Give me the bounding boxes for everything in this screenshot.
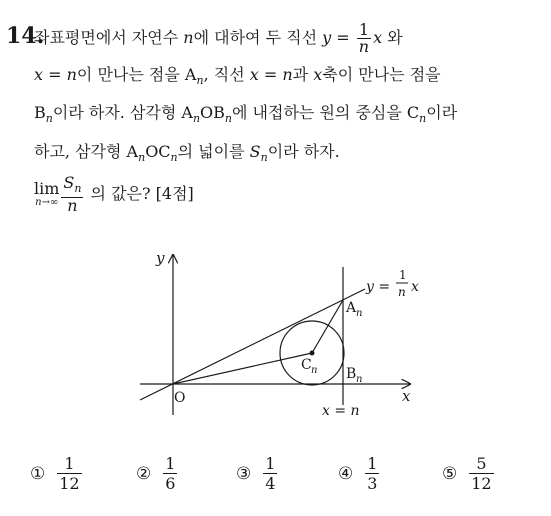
svg-text:n: n xyxy=(398,285,406,299)
svg-text:n: n xyxy=(356,308,363,319)
question-line-2: x = n이 만나는 점을 $A_n$, 직선 x = n과 x축이 만나는 점을 xyxy=(34,65,441,87)
question-line-5: lim n→∞ $\frac{S_n}{n}$ 의 값은? [4점] xyxy=(34,173,194,215)
point-a-label xyxy=(345,300,362,319)
question-line-3: $B_n$이라 하자. 삼각형 $A_nOB_n$에 내접하는 원의 중심을 $C_n$이라 xyxy=(34,103,458,125)
choice-1[interactable]: ① $\frac{1}{12}$ xyxy=(30,454,80,493)
question-line-4: 하고, 삼각형 $A_nOC_n$의 넓이를 $S_n$이라 하자. xyxy=(34,142,340,164)
choice-5[interactable]: ⑤ $\frac{5}{12}$ xyxy=(442,454,492,493)
choice-2[interactable]: ② $\frac{1}{6}$ xyxy=(136,454,176,493)
svg-text:B: B xyxy=(346,366,357,382)
choice-3[interactable]: ③ $\frac{1}{4}$ xyxy=(236,454,276,493)
point-c-label xyxy=(301,357,317,376)
vertical-line-label: x = n xyxy=(322,403,360,419)
svg-text:n: n xyxy=(356,374,363,385)
center-point xyxy=(310,351,315,356)
svg-text:y =: y = xyxy=(366,279,391,295)
question-number: 14. xyxy=(6,23,45,49)
svg-text:A: A xyxy=(346,300,357,316)
svg-text:1: 1 xyxy=(399,268,407,282)
limit-expression: lim n→∞ xyxy=(34,178,60,208)
choice-4[interactable]: ④ $\frac{1}{3}$ xyxy=(338,454,378,493)
segment-o-c xyxy=(173,353,312,384)
x-axis-label: x xyxy=(402,387,411,405)
limit-fraction: $\frac{S_n}{n}$ xyxy=(63,173,82,215)
svg-text:x: x xyxy=(411,279,419,295)
coordinate-figure xyxy=(130,245,430,425)
origin-label: O xyxy=(174,390,186,406)
point-b-label xyxy=(346,366,362,385)
line-equation-label xyxy=(365,268,419,299)
line-slope-fraction: $\frac{1}{n}$ xyxy=(358,20,370,56)
y-axis-label: y xyxy=(156,249,165,267)
question-line-1: 좌표평면에서 자연수 n에 대하여 두 직선 y = $\frac{1}{n}$ x 와 xyxy=(34,20,403,56)
svg-text:C: C xyxy=(301,357,312,373)
svg-text:n: n xyxy=(311,365,318,376)
